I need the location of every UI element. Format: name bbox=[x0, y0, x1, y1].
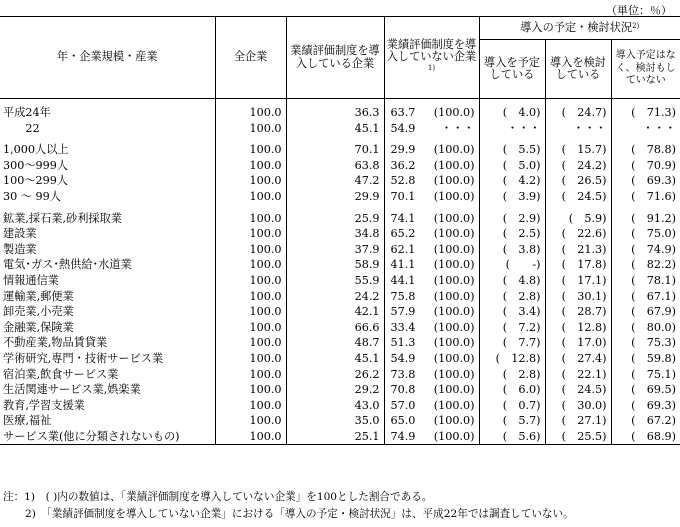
row-label: 22 bbox=[3, 121, 40, 135]
cell-planned: ( 2.8) bbox=[479, 367, 545, 383]
cell-not-adopted-wrap bbox=[385, 242, 479, 258]
cell-not-adopted bbox=[384, 335, 479, 351]
row-label: 100～299人 bbox=[3, 174, 69, 188]
value-not-adopted: 44.1 bbox=[390, 273, 416, 287]
value-not-adopted: 54.9 bbox=[390, 351, 416, 365]
cell-none: ( 71.6) bbox=[611, 189, 680, 205]
header-none: 導入予定はなく、検討もしていない bbox=[611, 40, 680, 99]
value-base: (100.0) bbox=[433, 336, 475, 350]
table-row bbox=[0, 367, 680, 383]
cell-not-adopted-wrap bbox=[385, 382, 479, 398]
table-row bbox=[0, 189, 680, 205]
value-base: (100.0) bbox=[433, 211, 475, 225]
value-base: (100.0) bbox=[433, 320, 475, 334]
value-base: (100.0) bbox=[433, 383, 475, 397]
cell-none: ( 75.1) bbox=[611, 367, 680, 383]
cell-not-adopted bbox=[384, 242, 479, 258]
cell-not-adopted bbox=[384, 158, 479, 174]
value-base: (100.0) bbox=[433, 305, 475, 319]
cell-planned: ( 5.6) bbox=[479, 429, 545, 445]
table-row bbox=[0, 382, 680, 398]
cell-considering: ( 15.7) bbox=[545, 142, 611, 158]
cell-none: ( 69.5) bbox=[611, 382, 680, 398]
cell-adopted: 55.9 bbox=[286, 273, 384, 289]
cell-adopted: 26.2 bbox=[286, 367, 384, 383]
value-not-adopted: 52.8 bbox=[390, 174, 416, 188]
cell-all: 100.0 bbox=[215, 189, 286, 205]
cell-all: 100.0 bbox=[215, 105, 286, 121]
data-table bbox=[0, 16, 680, 445]
cell-adopted: 48.7 bbox=[286, 335, 384, 351]
cell-adopted: 45.1 bbox=[286, 121, 384, 137]
cell-not-adopted-wrap bbox=[385, 320, 479, 336]
cell-not-adopted-wrap bbox=[385, 335, 479, 351]
value-base: (100.0) bbox=[433, 143, 475, 157]
value-not-adopted: 74.9 bbox=[390, 429, 416, 443]
table-row bbox=[0, 429, 680, 445]
cell-all: 100.0 bbox=[215, 257, 286, 273]
table-row bbox=[0, 173, 680, 189]
cell-considering: ( 22.1) bbox=[545, 367, 611, 383]
cell-all: 100.0 bbox=[215, 413, 286, 429]
cell-none: ( 59.8) bbox=[611, 351, 680, 367]
cell-not-adopted-wrap bbox=[385, 257, 479, 273]
cell-not-adopted bbox=[384, 273, 479, 289]
cell-considering: ( 28.7) bbox=[545, 304, 611, 320]
value-base: (100.0) bbox=[433, 398, 475, 412]
cell-planned: ( 2.9) bbox=[479, 211, 545, 227]
table-row bbox=[0, 398, 680, 414]
cell-not-adopted-wrap bbox=[385, 189, 479, 205]
value-not-adopted: 62.1 bbox=[390, 242, 416, 256]
row-label: 運輸業,郵便業 bbox=[3, 289, 74, 303]
cell-all: 100.0 bbox=[215, 335, 286, 351]
value-not-adopted: 57.0 bbox=[390, 398, 416, 412]
cell-adopted: 29.9 bbox=[286, 189, 384, 205]
cell-planned: ( 4.0) bbox=[479, 105, 545, 121]
cell-not-adopted bbox=[384, 189, 479, 205]
cell-planned: ・・・ bbox=[479, 121, 545, 137]
header-not-adopted-text: 業績評価制度を導入していない企業 bbox=[386, 37, 477, 64]
note-ref-1: 1) bbox=[427, 63, 436, 72]
cell-planned: ( 4.2) bbox=[479, 173, 545, 189]
cell-planned: ( 4.8) bbox=[479, 273, 545, 289]
unit-label: （単位：％） bbox=[606, 4, 672, 17]
cell-all: 100.0 bbox=[215, 226, 286, 242]
notes bbox=[3, 489, 574, 523]
row-label: サービス業(他に分類されないもの) bbox=[0, 429, 215, 445]
cell-none: ( 80.0) bbox=[611, 320, 680, 336]
value-base: (100.0) bbox=[433, 289, 475, 303]
cell-considering: ( 26.5) bbox=[545, 173, 611, 189]
table-row bbox=[0, 289, 680, 305]
header-plan-group-text: 導入の予定・検討状況 bbox=[520, 20, 633, 34]
value-not-adopted: 33.4 bbox=[390, 320, 416, 334]
value-not-adopted: 65.2 bbox=[390, 227, 416, 241]
cell-not-adopted-wrap bbox=[385, 429, 479, 445]
cell-all: 100.0 bbox=[215, 211, 286, 227]
value-base: (100.0) bbox=[433, 258, 475, 272]
table-row bbox=[0, 211, 680, 227]
cell-considering: ( 24.2) bbox=[545, 158, 611, 174]
value-not-adopted: 36.2 bbox=[390, 158, 416, 172]
cell-adopted: 45.1 bbox=[286, 351, 384, 367]
table-row bbox=[0, 351, 680, 367]
cell-all: 100.0 bbox=[215, 242, 286, 258]
header-plan-group bbox=[479, 17, 680, 40]
cell-considering: ( 27.1) bbox=[545, 413, 611, 429]
cell-none: ( 75.0) bbox=[611, 226, 680, 242]
cell-adopted: 35.0 bbox=[286, 413, 384, 429]
table-row bbox=[0, 320, 680, 336]
cell-adopted: 47.2 bbox=[286, 173, 384, 189]
cell-not-adopted bbox=[384, 398, 479, 414]
cell-planned: ( 7.2) bbox=[479, 320, 545, 336]
cell-planned: ( 5.5) bbox=[479, 142, 545, 158]
value-not-adopted: 51.3 bbox=[390, 336, 416, 350]
cell-all: 100.0 bbox=[215, 304, 286, 320]
table-row bbox=[0, 142, 680, 158]
cell-not-adopted bbox=[384, 382, 479, 398]
cell-none: ( 67.9) bbox=[611, 304, 680, 320]
cell-all: 100.0 bbox=[215, 158, 286, 174]
cell-planned: ( 2.5) bbox=[479, 226, 545, 242]
cell-considering: ( 24.5) bbox=[545, 189, 611, 205]
row-label: 教育,学習支援業 bbox=[3, 398, 85, 412]
value-not-adopted: 41.1 bbox=[390, 258, 416, 272]
cell-all: 100.0 bbox=[215, 320, 286, 336]
cell-all: 100.0 bbox=[215, 142, 286, 158]
cell-not-adopted-wrap bbox=[385, 142, 479, 158]
cell-adopted: 37.9 bbox=[286, 242, 384, 258]
cell-planned: ( 5.7) bbox=[479, 413, 545, 429]
cell-planned: ( 3.9) bbox=[479, 189, 545, 205]
cell-none: ( 82.2) bbox=[611, 257, 680, 273]
cell-adopted: 25.1 bbox=[286, 429, 384, 445]
cell-not-adopted bbox=[384, 413, 479, 429]
cell-considering: ( 17.1) bbox=[545, 273, 611, 289]
cell-none: ( 78.1) bbox=[611, 273, 680, 289]
value-base: (100.0) bbox=[433, 367, 475, 381]
value-base: (100.0) bbox=[433, 242, 475, 256]
row-label: 情報通信業 bbox=[3, 273, 59, 287]
cell-not-adopted-wrap bbox=[385, 273, 479, 289]
row-label: 学術研究,専門・技術サービス業 bbox=[3, 351, 164, 365]
table-row bbox=[0, 335, 680, 351]
cell-considering: ( 17.8) bbox=[545, 257, 611, 273]
header-planned: 導入を予定している bbox=[479, 40, 545, 99]
cell-not-adopted-wrap bbox=[385, 351, 479, 367]
cell-not-adopted-wrap bbox=[385, 304, 479, 320]
cell-not-adopted-wrap bbox=[385, 105, 479, 121]
row-label: 300～999人 bbox=[3, 158, 69, 172]
value-not-adopted: 63.7 bbox=[390, 106, 416, 119]
cell-adopted: 58.9 bbox=[286, 257, 384, 273]
cell-adopted: 70.1 bbox=[286, 142, 384, 158]
cell-not-adopted bbox=[384, 429, 479, 445]
cell-considering: ( 24.5) bbox=[545, 382, 611, 398]
row-label: 宿泊業,飲食サービス業 bbox=[3, 367, 119, 381]
row-label: 製造業 bbox=[3, 242, 37, 256]
cell-adopted: 63.8 bbox=[286, 158, 384, 174]
row-label: 建設業 bbox=[3, 227, 37, 241]
cell-not-adopted bbox=[384, 304, 479, 320]
cell-all: 100.0 bbox=[215, 121, 286, 137]
cell-considering: ( 5.9) bbox=[545, 211, 611, 227]
cell-considering: ( 27.4) bbox=[545, 351, 611, 367]
value-not-adopted: 29.9 bbox=[390, 143, 416, 157]
cell-all: 100.0 bbox=[215, 382, 286, 398]
value-not-adopted: 74.1 bbox=[390, 211, 416, 225]
cell-none: ( 74.9) bbox=[611, 242, 680, 258]
cell-none: ( 69.3) bbox=[611, 398, 680, 414]
table-row bbox=[0, 413, 680, 429]
value-base: (100.0) bbox=[433, 158, 475, 172]
row-label: 平成24年 bbox=[3, 106, 51, 119]
cell-considering: ( 30.1) bbox=[545, 289, 611, 305]
cell-none: ( 67.2) bbox=[611, 413, 680, 429]
value-base: (100.0) bbox=[433, 351, 475, 365]
cell-not-adopted bbox=[384, 173, 479, 189]
cell-not-adopted bbox=[384, 121, 479, 137]
cell-considering: ( 25.5) bbox=[545, 429, 611, 445]
value-base: (100.0) bbox=[433, 429, 475, 443]
cell-not-adopted bbox=[384, 367, 479, 383]
value-base: (100.0) bbox=[433, 189, 475, 203]
cell-none: ( 78.8) bbox=[611, 142, 680, 158]
cell-planned: ( -) bbox=[479, 257, 545, 273]
header-considering: 導入を検討している bbox=[545, 40, 611, 99]
row-label: 1,000人以上 bbox=[3, 143, 69, 157]
cell-considering: ( 24.7) bbox=[545, 105, 611, 121]
value-not-adopted: 65.0 bbox=[390, 414, 416, 428]
table-row bbox=[0, 226, 680, 242]
cell-none: ( 69.3) bbox=[611, 173, 680, 189]
cell-not-adopted-wrap bbox=[385, 158, 479, 174]
cell-all: 100.0 bbox=[215, 351, 286, 367]
cell-all: 100.0 bbox=[215, 398, 286, 414]
value-not-adopted: 57.9 bbox=[390, 305, 416, 319]
row-label: 金融業,保険業 bbox=[3, 320, 74, 334]
cell-adopted: 36.3 bbox=[286, 105, 384, 121]
cell-none: ( 71.3) bbox=[611, 105, 680, 121]
cell-planned: ( 5.0) bbox=[479, 158, 545, 174]
cell-adopted: 43.0 bbox=[286, 398, 384, 414]
cell-not-adopted-wrap bbox=[385, 413, 479, 429]
row-label: 鉱業,採石業,砂利採取業 bbox=[3, 211, 122, 225]
cell-not-adopted bbox=[384, 142, 479, 158]
row-label: 電気･ガス･熱供給･水道業 bbox=[3, 258, 132, 272]
value-not-adopted: 70.1 bbox=[390, 189, 416, 203]
note-1: 注：1) ( )内の数値は、「業績評価制度を導入していない企業」を100とした割合である。 bbox=[3, 491, 433, 503]
cell-not-adopted-wrap bbox=[385, 173, 479, 189]
cell-considering: ( 17.0) bbox=[545, 335, 611, 351]
cell-none: ( 68.9) bbox=[611, 429, 680, 445]
cell-none: ( 75.3) bbox=[611, 335, 680, 351]
cell-none: ( 67.1) bbox=[611, 289, 680, 305]
cell-not-adopted-wrap bbox=[385, 398, 479, 414]
cell-not-adopted-wrap bbox=[385, 367, 479, 383]
cell-none: ・・・ bbox=[611, 121, 680, 137]
value-not-adopted: 70.8 bbox=[390, 383, 416, 397]
header-category: 年・企業規模・産業 bbox=[0, 17, 215, 99]
cell-not-adopted bbox=[384, 105, 479, 121]
cell-not-adopted-wrap bbox=[385, 211, 479, 227]
header-all: 全企業 bbox=[215, 17, 286, 99]
cell-adopted: 29.2 bbox=[286, 382, 384, 398]
value-base: ・・・ bbox=[440, 121, 475, 135]
row-label: 卸売業,小売業 bbox=[3, 305, 74, 319]
cell-not-adopted bbox=[384, 211, 479, 227]
cell-planned: ( 7.7) bbox=[479, 335, 545, 351]
header-not-adopted bbox=[384, 17, 479, 99]
row-label: 医療,福祉 bbox=[3, 414, 52, 428]
table-row bbox=[0, 242, 680, 258]
cell-adopted: 25.9 bbox=[286, 211, 384, 227]
value-base: (100.0) bbox=[433, 106, 475, 119]
value-base: (100.0) bbox=[433, 414, 475, 428]
cell-planned: ( 0.7) bbox=[479, 398, 545, 414]
value-base: (100.0) bbox=[433, 227, 475, 241]
cell-all: 100.0 bbox=[215, 429, 286, 445]
cell-considering: ・・・ bbox=[545, 121, 611, 137]
row-label: 生活関連サービス業,娯楽業 bbox=[3, 383, 141, 397]
cell-adopted: 66.6 bbox=[286, 320, 384, 336]
cell-not-adopted-wrap bbox=[385, 289, 479, 305]
cell-not-adopted bbox=[384, 226, 479, 242]
cell-not-adopted bbox=[384, 351, 479, 367]
note-ref-2: 2) bbox=[632, 21, 640, 30]
row-label: 不動産業,物品賃貸業 bbox=[3, 336, 108, 350]
cell-planned: ( 2.8) bbox=[479, 289, 545, 305]
cell-planned: ( 3.4) bbox=[479, 304, 545, 320]
cell-all: 100.0 bbox=[215, 289, 286, 305]
table-row bbox=[0, 105, 680, 121]
value-base: (100.0) bbox=[433, 174, 475, 188]
header-adopted: 業績評価制度を導入している企業 bbox=[286, 17, 384, 99]
cell-not-adopted-wrap bbox=[385, 121, 479, 137]
table-row bbox=[0, 273, 680, 289]
cell-not-adopted bbox=[384, 257, 479, 273]
table-row bbox=[0, 304, 680, 320]
cell-all: 100.0 bbox=[215, 367, 286, 383]
value-not-adopted: 75.8 bbox=[390, 289, 416, 303]
cell-none: ( 91.2) bbox=[611, 211, 680, 227]
cell-none: ( 70.9) bbox=[611, 158, 680, 174]
note-2: 2) 「業績評価制度を導入していない企業」における「導入の予定・検討状況」は、平成22年では調査していない。 bbox=[25, 508, 574, 520]
cell-considering: ( 22.6) bbox=[545, 226, 611, 242]
table-row bbox=[0, 257, 680, 273]
table-body bbox=[0, 99, 680, 445]
table-row bbox=[0, 158, 680, 174]
cell-not-adopted bbox=[384, 289, 479, 305]
cell-considering: ( 12.8) bbox=[545, 320, 611, 336]
cell-adopted: 24.2 bbox=[286, 289, 384, 305]
cell-adopted: 34.8 bbox=[286, 226, 384, 242]
cell-all: 100.0 bbox=[215, 273, 286, 289]
cell-all: 100.0 bbox=[215, 173, 286, 189]
cell-planned: ( 6.0) bbox=[479, 382, 545, 398]
cell-considering: ( 30.0) bbox=[545, 398, 611, 414]
value-base: (100.0) bbox=[433, 273, 475, 287]
value-not-adopted: 73.8 bbox=[390, 367, 416, 381]
cell-planned: ( 12.8) bbox=[479, 351, 545, 367]
table-row bbox=[0, 121, 680, 137]
cell-not-adopted-wrap bbox=[385, 226, 479, 242]
cell-adopted: 42.1 bbox=[286, 304, 384, 320]
cell-planned: ( 3.8) bbox=[479, 242, 545, 258]
row-label: 30 ～ 99人 bbox=[3, 189, 61, 203]
value-not-adopted: 54.9 bbox=[390, 121, 416, 135]
cell-not-adopted bbox=[384, 320, 479, 336]
cell-considering: ( 21.3) bbox=[545, 242, 611, 258]
